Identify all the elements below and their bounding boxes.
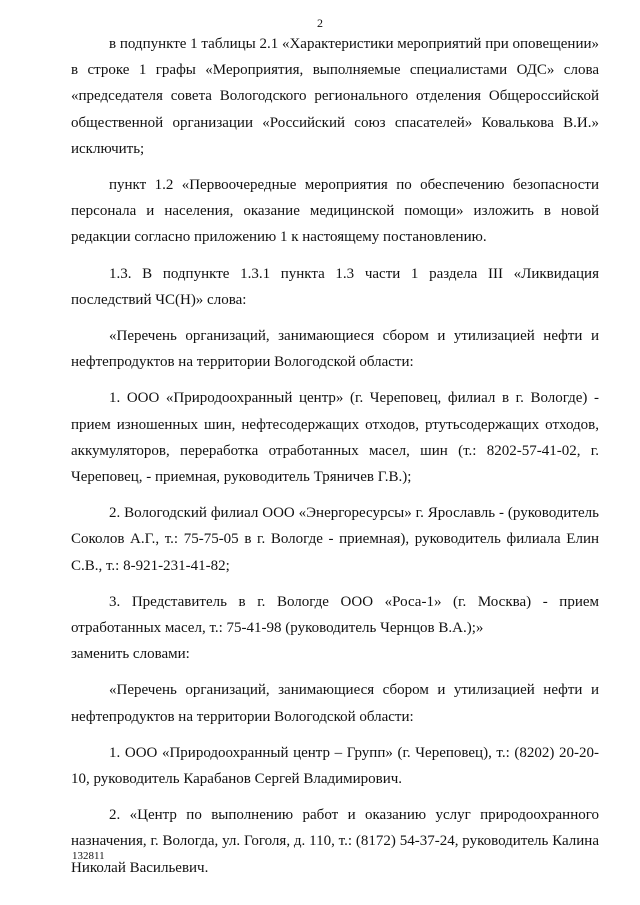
paragraph-section-1-3: 1.3. В подпункте 1.3.1 пункта 1.3 части 1 раздела III «Ликвидация последствий ЧС(Н)» слова:: [71, 265, 599, 308]
page-number: 2: [317, 16, 323, 30]
paragraph-new-list-item-2: 2. «Центр по выполнению работ и оказанию услуг природоохранного назначения, г. Вологда, ул. Гоголя, д. 110, т.: (8172) 54-37-24, руководитель Калина Николай Васильевич.: [71, 807, 599, 876]
paragraph-old-list-item-1: 1. ООО «Природоохранный центр» (г. Череповец, филиал в г. Вологде) - прием изношенных шин, нефтесодержащих отходов, ртутьсодержащих отходов, аккумуляторов, переработка отработанных масел, шин (т.: 8202-57-41-02, г. Череповец, - приемная, руководитель Тряничев Г.В.);: [71, 390, 599, 486]
paragraph-old-list-item-3: 3. Представитель в г. Вологде ООО «Роса-1» (г. Москва) - прием отработанных масел, т.: 75-41-98 (руководитель Чернцов В.А.);»: [71, 593, 599, 637]
document-id: 132811: [72, 850, 105, 862]
paragraph-item-1-2: пункт 1.2 «Первоочередные мероприятия по обеспечению безопасности персонала и населения, оказание медицинской помощи» изложить в новой редакции согласно приложению 1 к настоящему постановлению.: [71, 177, 599, 246]
document-body: [71, 31, 599, 881]
paragraph-table-2-1: в подпункте 1 таблицы 2.1 «Характеристики мероприятий при оповещении» в строке 1 графы «Мероприятия, выполняемые специалистами ОДС» слова «председателя совета Вологодского регионального отделения Общероссийской общественной организации «Российский союз спасателей» Ковалькова В.И.» исключить;: [71, 36, 599, 157]
paragraph-old-list-item-2: 2. Вологодский филиал ООО «Энергоресурсы» г. Ярославль - (руководитель Соколов А.Г., т.: 75-75-05 в г. Вологде - приемная), руководитель филиала Елин С.В., т.: 8-921-231-41-82;: [71, 505, 599, 574]
paragraph-old-list-heading: «Перечень организаций, занимающиеся сбором и утилизацией нефти и нефтепродуктов на территории Вологодской области:: [71, 328, 599, 371]
paragraph-new-list-item-1: 1. ООО «Природоохранный центр – Групп» (г. Череповец), т.: (8202) 20-20-10, руководитель Карабанов Сергей Владимирович.: [71, 744, 599, 788]
paragraph-new-list-heading: «Перечень организаций, занимающиеся сбором и утилизацией нефти и нефтепродуктов на территории Вологодской области:: [71, 682, 599, 725]
paragraph-replace-with: заменить словами:: [71, 646, 190, 663]
